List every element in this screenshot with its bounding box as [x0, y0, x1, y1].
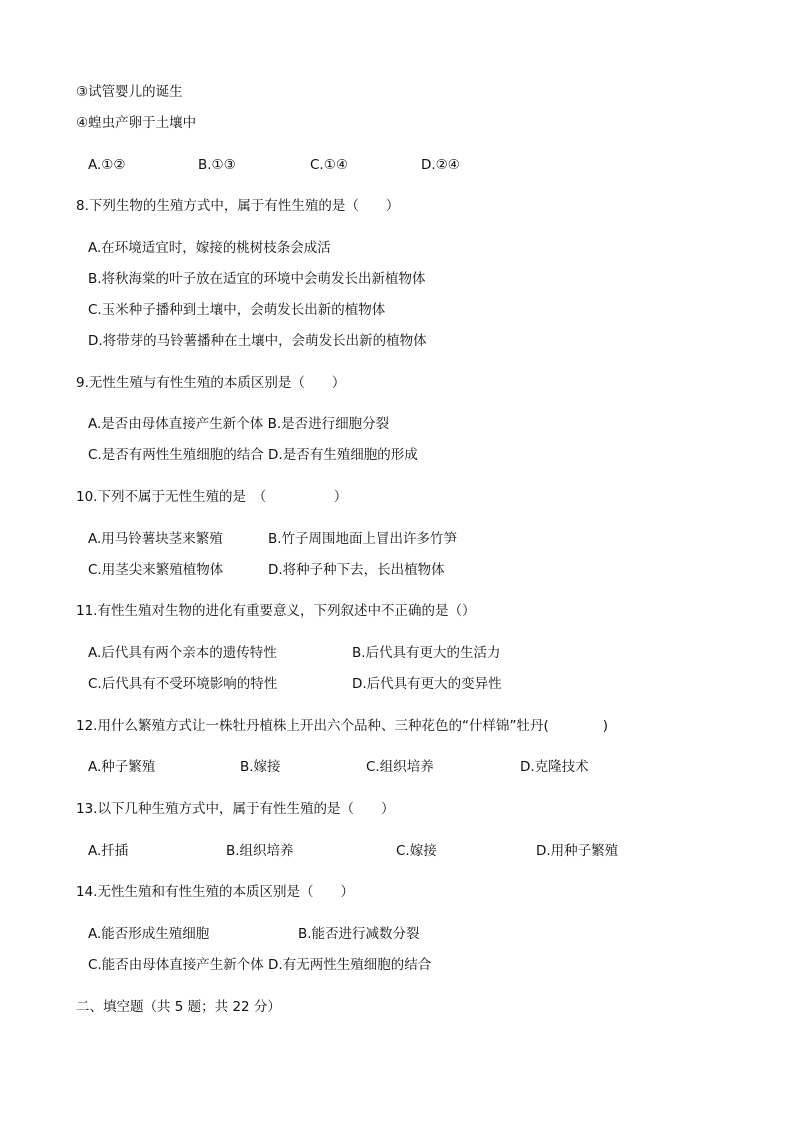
q7-option-c: C.①④: [310, 157, 348, 173]
q14-stem: 14.无性生殖和有性生殖的本质区别是（ ）: [76, 884, 354, 900]
q8-option-b: B.将秋海棠的叶子放在适宜的环境中会萌发长出新植物体: [88, 271, 426, 287]
q11-option-a: A.后代具有两个亲本的遗传特性: [88, 645, 277, 661]
q12-option-a: A.种子繁殖: [88, 759, 156, 775]
q8-option-a: A.在环境适宜时，嫁接的桃树枝条会成活: [88, 240, 331, 256]
q10-option-a: A.用马铃薯块茎来繁殖: [88, 531, 223, 547]
item-4-text: ④蝗虫产卵于土壤中: [76, 115, 197, 131]
q10-option-c: C.用茎尖来繁殖植物体: [88, 562, 224, 578]
item-3-text: ③试管婴儿的诞生: [76, 84, 183, 100]
q9-options-ab: A.是否由母体直接产生新个体 B.是否进行细胞分裂: [88, 416, 390, 432]
q7-option-a: A.①②: [88, 157, 126, 173]
q10-option-b: B.竹子周围地面上冒出许多竹笋: [268, 531, 458, 547]
q13-stem: 13.以下几种生殖方式中，属于有性生殖的是（ ）: [76, 801, 395, 817]
q11-option-b: B.后代具有更大的生活力: [352, 645, 501, 661]
q7-option-d: D.②④: [421, 157, 460, 173]
q8-stem: 8.下列生物的生殖方式中，属于有性生殖的是（ ）: [76, 198, 400, 214]
q10-stem: 10.下列不属于无性生殖的是 （ ）: [76, 489, 348, 505]
q9-options-cd: C.是否有两性生殖细胞的结合 D.是否有生殖细胞的形成: [88, 447, 418, 463]
q12-option-b: B.嫁接: [240, 759, 281, 775]
q9-stem: 9.无性生殖与有性生殖的本质区别是（ ）: [76, 375, 346, 391]
q8-option-d: D.将带芽的马铃薯播种在土壤中，会萌发长出新的植物体: [88, 333, 427, 349]
q12-option-d: D.克隆技术: [520, 759, 589, 775]
q11-stem: 11.有性生殖对生物的进化有重要意义，下列叙述中不正确的是（）: [76, 603, 476, 619]
q11-option-d: D.后代具有更大的变异性: [352, 676, 502, 692]
q11-option-c: C.后代具有不受环境影响的特性: [88, 676, 278, 692]
q13-option-c: C.嫁接: [396, 843, 437, 859]
q12-stem: 12.用什么繁殖方式让一株牡丹植株上开出六个品种、三种花色的“什样锦”牡丹( ): [76, 718, 608, 734]
q10-option-d: D.将种子种下去，长出植物体: [268, 562, 445, 578]
q14-option-a: A.能否形成生殖细胞: [88, 926, 210, 942]
q13-option-d: D.用种子繁殖: [536, 843, 619, 859]
q13-option-b: B.组织培养: [226, 843, 294, 859]
q13-option-a: A.扦插: [88, 843, 129, 859]
q14-options-cd: C.能否由母体直接产生新个体 D.有无两性生殖细胞的结合: [88, 957, 432, 973]
q8-option-c: C.玉米种子播种到土壤中，会萌发长出新的植物体: [88, 302, 386, 318]
q14-option-b: B.能否进行减数分裂: [298, 926, 420, 942]
q7-option-b: B.①③: [198, 157, 236, 173]
section-fill-in-heading: 二、填空题（共 5 题；共 22 分）: [76, 999, 281, 1015]
q12-option-c: C.组织培养: [366, 759, 434, 775]
